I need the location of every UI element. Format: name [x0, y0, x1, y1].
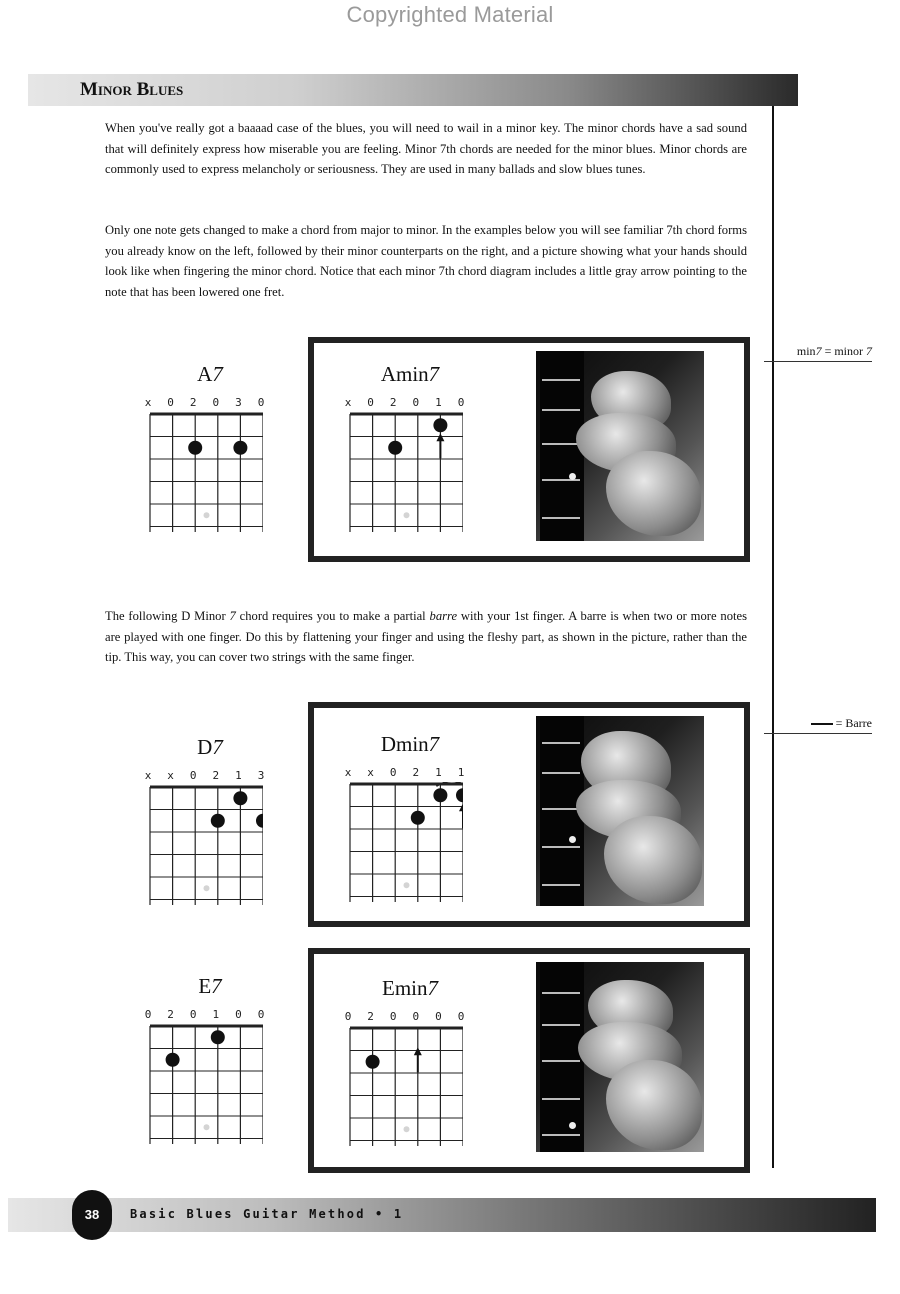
side-note-minor7 — [764, 344, 872, 362]
string-mark: 2 — [389, 396, 397, 409]
string-mark: 3 — [235, 396, 242, 409]
string-mark: x — [144, 769, 152, 782]
side-note-text: 7 — [815, 344, 822, 358]
finger-dot — [256, 814, 263, 828]
string-mark: 0 — [457, 396, 465, 409]
fretboard-grid — [348, 782, 463, 902]
string-mark: 1 — [435, 396, 442, 409]
string-mark: 0 — [389, 766, 397, 779]
string-markings — [341, 766, 471, 780]
finger-dot — [233, 441, 247, 455]
string-mark: 1 — [435, 766, 442, 779]
finger-dot — [211, 1030, 225, 1044]
string-mark: x — [167, 769, 174, 782]
fretboard-grid — [148, 785, 263, 905]
string-markings — [341, 1010, 471, 1024]
explanation-paragraph: Only one note gets changed to make a chord from major to minor. In the examples below you will see familiar 7th chord forms you already know on the left, followed by their minor counterparts on the right, and a picture showing what your hands should look like when fingering the minor chord. Notice that each minor 7th chord diagram includes a little gray arrow pointing to the note that has been lowered one fret. — [105, 223, 747, 299]
barre-paragraph-part: barre — [429, 609, 458, 623]
string-mark: 1 — [212, 1008, 220, 1021]
string-mark: 0 — [257, 1008, 265, 1021]
chord-name: E7 — [198, 974, 222, 998]
barre-paragraph — [105, 606, 747, 668]
string-mark: 0 — [367, 396, 374, 409]
string-mark: 0 — [189, 769, 197, 782]
fretboard-grid — [148, 1024, 263, 1144]
intro-paragraph: When you've really got a baaaad case of the blues, you will need to wail in a minor key. The minor chords have a sad sound that will definitely express how miserable you are feeling. Minor 7th chords are needed for the minor blues. Minor chords are commonly used to express melancholy or seriousness. They are used in many ballads and slow blues tunes. — [105, 121, 747, 176]
fret-marker — [404, 1126, 410, 1132]
finger-dot — [433, 418, 447, 432]
string-mark: x — [367, 766, 374, 779]
string-mark: 0 — [435, 1010, 442, 1023]
chord-name: D7 — [197, 735, 223, 759]
string-markings — [141, 1008, 271, 1022]
finger-dot — [366, 1055, 380, 1069]
copyright-watermark: Copyrighted Material — [346, 2, 554, 27]
barre-paragraph-part: with your 1st finger. A barre is when two or more notes are played with one finger. Do this by flattening your finger and using the fleshy part, as shown in the picture, rather than the tip. This way, you can cover two strings with the same finger. — [105, 609, 747, 664]
string-mark: 0 — [412, 1010, 420, 1023]
chord-name: A7 — [197, 362, 223, 386]
barre-paragraph-part: The following D Minor — [105, 609, 230, 623]
finger-dot — [411, 811, 425, 825]
fretboard-grid — [148, 412, 263, 532]
barre-symbol-icon — [811, 723, 833, 725]
finger-dot — [388, 441, 402, 455]
hand-photo-amin7 — [536, 351, 704, 541]
hand-photo-dmin7 — [536, 716, 704, 906]
chord-name: Amin7 — [380, 362, 440, 386]
string-mark: x — [144, 396, 152, 409]
string-mark: 0 — [457, 1010, 465, 1023]
finger-dot — [233, 791, 247, 805]
string-mark: 0 — [167, 396, 174, 409]
string-mark: x — [344, 396, 352, 409]
string-mark: 3 — [257, 769, 265, 782]
string-mark: 0 — [189, 1008, 197, 1021]
string-mark: 0 — [412, 396, 420, 409]
barre-paragraph-part: chord requires you to make a partial — [235, 609, 430, 623]
section-header — [28, 74, 798, 106]
string-mark: 0 — [144, 1008, 152, 1021]
footer-book-title: Basic Blues Guitar Method • 1 — [130, 1207, 404, 1221]
string-mark: 2 — [189, 396, 197, 409]
string-markings — [141, 769, 271, 783]
finger-dot — [433, 788, 447, 802]
string-mark: 2 — [412, 766, 420, 779]
fret-marker — [204, 512, 210, 518]
fret-marker — [404, 882, 410, 888]
string-mark: x — [344, 766, 352, 779]
barre-paragraph-part: 7 — [229, 609, 236, 623]
finger-dot — [211, 814, 225, 828]
fret-marker — [404, 512, 410, 518]
string-mark: 2 — [367, 1010, 374, 1023]
string-mark: 1 — [235, 769, 242, 782]
string-mark: 0 — [389, 1010, 397, 1023]
string-mark: 2 — [212, 769, 220, 782]
finger-dot — [456, 788, 463, 802]
side-note-barre — [764, 716, 872, 734]
margin-rule — [772, 106, 774, 1168]
side-note-text: = Barre — [832, 716, 872, 730]
fretboard-grid — [348, 1026, 463, 1146]
string-markings — [341, 396, 471, 410]
side-note-text: min — [796, 344, 816, 358]
side-note-text: = minor — [821, 344, 866, 358]
hand-photo-emin7 — [536, 962, 704, 1152]
string-mark: 0 — [257, 396, 265, 409]
section-title: Minor Blues — [80, 79, 184, 100]
fret-marker — [204, 1124, 210, 1130]
string-mark: 0 — [212, 396, 220, 409]
string-mark: 1 — [457, 766, 465, 779]
chord-name: Dmin7 — [380, 732, 440, 756]
chord-name: Emin7 — [382, 976, 438, 1000]
string-mark: 0 — [235, 1008, 242, 1021]
fretboard-grid — [348, 412, 463, 532]
finger-dot — [166, 1053, 180, 1067]
page-number: 38 — [72, 1190, 112, 1240]
side-note-text: 7 — [866, 344, 872, 358]
finger-dot — [188, 441, 202, 455]
fret-marker — [204, 885, 210, 891]
string-markings — [141, 396, 271, 410]
string-mark: 2 — [167, 1008, 174, 1021]
string-mark: 0 — [344, 1010, 352, 1023]
